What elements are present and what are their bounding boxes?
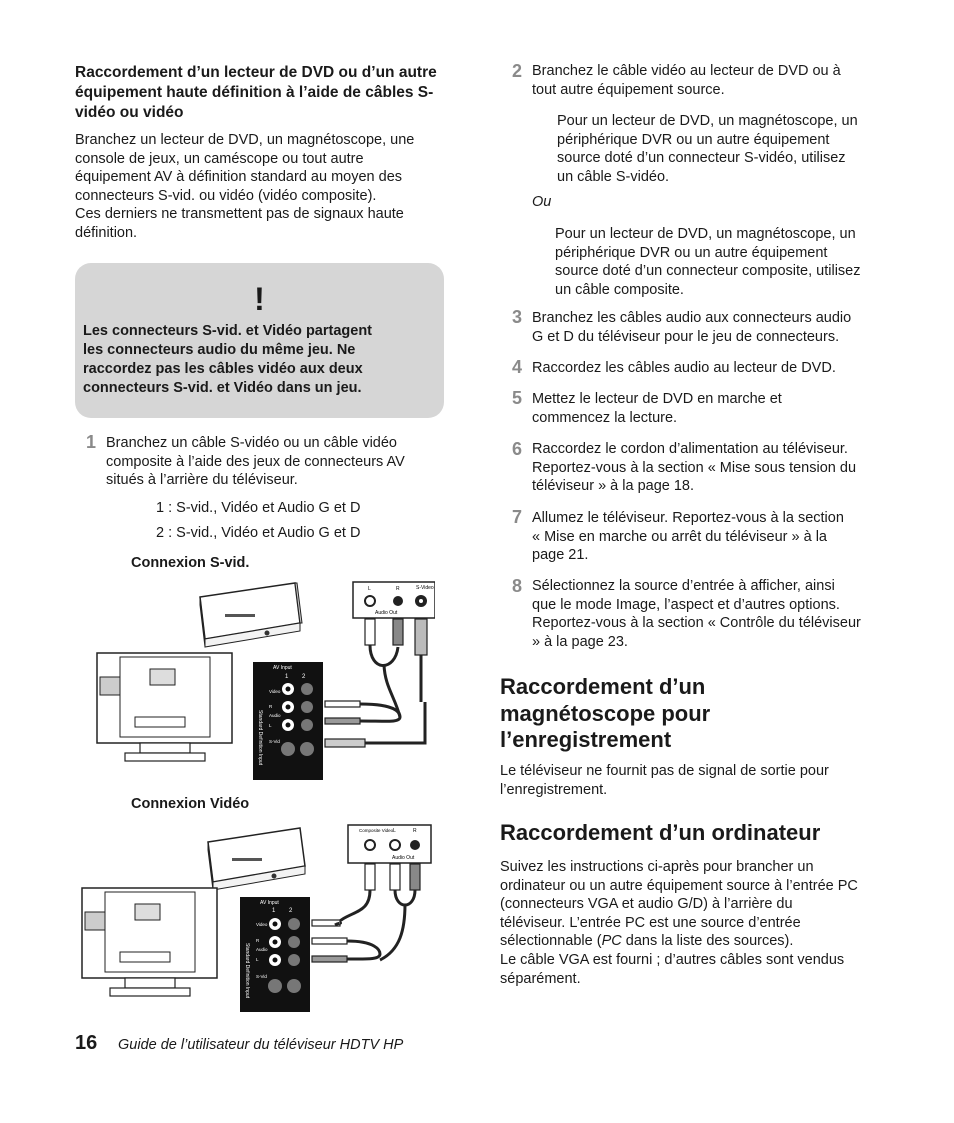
text-line: périphérique DVR ou un autre équipement: [557, 131, 830, 148]
text-line: Raccordez le cordon d’alimentation au téléviseur.: [532, 441, 848, 457]
step-text: [532, 440, 877, 496]
footer-title: Guide de l’utilisateur du téléviseur HDTV HP: [118, 1037, 404, 1053]
svg-text:S-Vid: S-Vid: [269, 739, 280, 744]
step-number: 6: [512, 439, 523, 459]
svg-text:Standard Definition Input: Standard Definition Input: [244, 943, 250, 999]
dvd-player-illustration: [200, 583, 302, 647]
video-connection-diagram: [80, 820, 440, 1015]
av-set-1: 1 : S-vid., Vidéo et Audio G et D: [156, 500, 361, 516]
text-line: équipement AV à définition standard au moyen des: [75, 169, 403, 186]
text-line: G et D du téléviseur pour le jeu de connecteurs.: [532, 328, 840, 345]
svg-text:S-Video: S-Video: [416, 585, 434, 591]
text-line: Ces derniers ne transmettent pas de signaux haute: [75, 206, 404, 223]
text-line: les connecteurs audio du même jeu. Ne: [83, 342, 356, 358]
dvd-player-illustration: [208, 828, 305, 890]
svideo-option-text: [557, 112, 877, 186]
dvd-connector-panel: [353, 582, 435, 618]
text-segment: sélectionnable (: [500, 933, 602, 950]
section-vcr: [500, 674, 880, 754]
svg-text:1: 1: [272, 908, 276, 914]
or-label: Ou: [532, 194, 552, 210]
svg-text:Standard Definition Input: Standard Definition Input: [257, 710, 263, 766]
text-line: ordinateur ou un autre équipement source à l’entrée PC: [500, 877, 858, 894]
text-line: source doté d’un connecteur S-vidéo, utilisez: [557, 150, 846, 167]
step-text: [532, 509, 877, 565]
svg-text:S-Vid: S-Vid: [256, 974, 267, 979]
text-line: un câble S-vidéo.: [557, 168, 670, 185]
svg-text:Video: Video: [256, 922, 268, 927]
svg-text:R: R: [269, 704, 273, 709]
svg-text:Audio: Audio: [256, 947, 268, 952]
heading-line: magnétoscope pour: [500, 700, 711, 726]
svg-text:R: R: [413, 828, 417, 834]
text-line: Raccordez les câbles audio au lecteur de DVD.: [532, 360, 836, 376]
text-line: Sélectionnez la source d’entrée à afficher, ainsi: [532, 578, 835, 594]
svg-text:L: L: [269, 723, 272, 728]
text-line: Pour un lecteur de DVD, un magnétoscope, un: [555, 226, 856, 242]
heading-line: l’enregistrement: [500, 727, 672, 752]
step-number: 5: [512, 388, 523, 408]
text-line: Pour un lecteur de DVD, un magnétoscope, un: [557, 113, 858, 129]
text-line: téléviseur » à la page 18.: [532, 478, 695, 495]
intro-paragraph: [75, 131, 445, 243]
text-line: situés à l’arrière du téléviseur.: [106, 472, 298, 489]
svid-connection-diagram: [95, 577, 435, 782]
text-line: tout autre équipement source.: [532, 81, 725, 98]
cable-plugs: [365, 619, 427, 717]
text-line: Le câble VGA est fourni ; d’autres câbles sont vendus: [500, 951, 845, 968]
step-text: [532, 390, 877, 427]
warning-box: [75, 263, 444, 418]
text-line: séparément.: [500, 970, 581, 987]
av-input-panel: [253, 662, 425, 780]
figure-caption-svid: Connexion S-vid.: [131, 555, 250, 571]
svg-text:R: R: [396, 586, 400, 592]
svg-text:Audio: Audio: [269, 713, 281, 718]
text-line: » à la page 23.: [532, 633, 628, 650]
text-line: source doté d’un connecteur composite, utilisez: [555, 263, 861, 280]
step-text: [532, 62, 877, 99]
svg-text:AV Input: AV Input: [273, 665, 292, 671]
step-text: [532, 359, 877, 378]
svg-text:1: 1: [285, 674, 289, 680]
pc-paragraph: [500, 858, 885, 988]
text-line: commencez la lecture.: [532, 409, 678, 426]
text-line: Reportez-vous à la section « Contrôle du téléviseur: [532, 615, 861, 632]
text-line: téléviseur. L’entrée PC est une source d’entrée: [500, 914, 801, 931]
section-heading: Raccordement d’un ordinateur: [500, 820, 821, 845]
tv-back-illustration: [82, 888, 217, 996]
text-line: Branchez le câble vidéo au lecteur de DVD ou à: [532, 63, 841, 79]
text-line: Le téléviseur ne fournit pas de signal de sortie pour: [500, 763, 829, 779]
svg-text:L: L: [256, 957, 259, 962]
svg-text:Composite Video: Composite Video: [359, 828, 394, 833]
subsection-heading: Raccordement d’un lecteur de DVD ou d’un autre équipement haute définition à l’aide de câbles S-vidéo ou vidéo: [75, 64, 437, 121]
svg-text:Audio Out: Audio Out: [392, 855, 415, 861]
tv-back-illustration: [97, 653, 232, 761]
section-dvd-svideo: [75, 63, 450, 123]
text-line: page 21.: [532, 547, 589, 564]
text-line: Reportez-vous à la section « Mise sous tension du: [532, 459, 857, 476]
svg-text:Video: Video: [269, 689, 281, 694]
vcr-paragraph: [500, 762, 880, 799]
source-name: PC: [601, 933, 622, 950]
text-line: Branchez les câbles audio aux connecteurs audio: [532, 310, 852, 326]
text-line: [500, 932, 885, 951]
section-heading: [500, 674, 880, 754]
svg-text:Audio Out: Audio Out: [375, 610, 398, 616]
text-line: raccordez pas les câbles vidéo aux deux: [83, 361, 363, 377]
svg-text:R: R: [256, 938, 260, 943]
svg-text:L: L: [368, 586, 371, 592]
cable-plugs: [335, 864, 420, 960]
svg-text:L: L: [393, 828, 396, 834]
text-line: connecteurs S-vid. ou vidéo (vidéo composite).: [75, 187, 377, 204]
step-number: 2: [512, 61, 523, 81]
text-line: que le mode Image, l’aspect et d’autres options.: [532, 596, 840, 613]
text-line: Les connecteurs S-vid. et Vidéo partagent: [83, 323, 373, 339]
step-text: [532, 309, 877, 346]
step-text: [106, 434, 451, 490]
text-line: Suivez les instructions ci-après pour brancher un: [500, 859, 814, 875]
text-line: l’enregistrement.: [500, 781, 608, 798]
svg-text:AV Input: AV Input: [260, 900, 279, 906]
composite-option-text: [555, 225, 875, 299]
warning-text: [83, 322, 433, 398]
svg-text:2: 2: [289, 908, 293, 914]
svg-text:2: 2: [302, 674, 306, 680]
text-line: « Mise en marche ou arrêt du téléviseur » à la: [532, 528, 827, 545]
text-line: connecteurs S-vid. et Vidéo dans un jeu.: [83, 380, 362, 396]
av-set-2: 2 : S-vid., Vidéo et Audio G et D: [156, 525, 361, 541]
figure-caption-video: Connexion Vidéo: [131, 796, 250, 812]
text-line: (connecteurs VGA et audio G/D) à l’arrière du: [500, 896, 793, 913]
section-pc: [500, 820, 880, 847]
text-line: périphérique DVR ou un autre équipement: [555, 244, 828, 261]
text-line: Branchez un lecteur de DVD, un magnétoscope, une: [75, 132, 415, 148]
page-number: 16: [75, 1032, 98, 1054]
text-line: Mettez le lecteur de DVD en marche et: [532, 391, 782, 407]
text-line: Allumez le téléviseur. Reportez-vous à la section: [532, 510, 844, 526]
text-segment: dans la liste des sources).: [621, 933, 794, 950]
text-line: Branchez un câble S-vidéo ou un câble vidéo: [106, 435, 397, 451]
exclamation-icon: !: [254, 281, 265, 317]
text-line: un câble composite.: [555, 281, 684, 298]
dvd-connector-panel: [348, 825, 431, 863]
step-number: 8: [512, 576, 523, 596]
heading-line: Raccordement d’un: [500, 674, 706, 699]
step-text: [532, 577, 877, 651]
step-number: 1: [86, 432, 97, 452]
av-input-panel: [240, 897, 380, 1012]
step-number: 7: [512, 507, 523, 527]
step-number: 4: [512, 357, 523, 377]
text-line: composite à l’aide des jeux de connecteurs AV: [106, 453, 405, 470]
text-line: définition.: [75, 224, 138, 241]
step-number: 3: [512, 307, 523, 327]
text-line: console de jeux, un caméscope ou tout autre: [75, 150, 364, 167]
